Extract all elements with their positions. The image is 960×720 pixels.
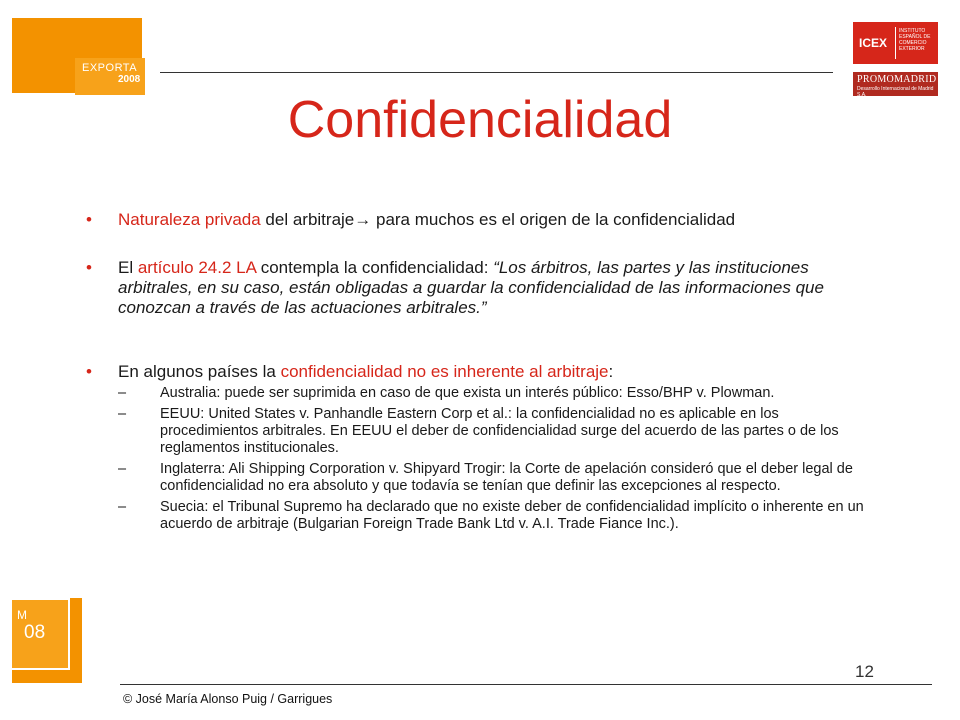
bullet-text: para muchos es el origen de la confidencialidad: [371, 210, 736, 229]
exporta-logo-text: EXPORTA: [82, 62, 138, 74]
promomadrid-logo-name: PROMOMADRID: [857, 74, 937, 85]
bullet-not-inherent: [86, 362, 876, 382]
highlight-text: confidencialidad no es inherente al arbitraje: [280, 362, 609, 381]
bullet-marker: •: [86, 362, 92, 381]
bullet-private-nature: [86, 210, 876, 230]
bullet-text: :: [608, 362, 614, 381]
bottom-divider: [120, 684, 932, 685]
sub-item-text: Inglaterra: Ali Shipping Corporation v. Shipyard Trogir: la Corte de apelación consideró que el deber legal de confidencialidad no era absoluto y que todavía se tenían que definir las excepciones al respecto.: [160, 461, 853, 494]
bullet-marker: •: [86, 210, 92, 229]
m08-logo-letter: M: [17, 608, 27, 622]
page-number: 12: [855, 662, 874, 681]
slide-body: [86, 210, 876, 533]
sub-item-text: Suecia: el Tribunal Supremo ha declarado que no existe deber de confidencialidad implícito o inherente en un acuerdo de arbitraje (Bulgarian Foreign Trade Bank Ltd v. A.I. Trade Fiance Inc.).: [160, 499, 864, 532]
exporta-logo-year: 2008: [118, 74, 141, 85]
icex-logo: [853, 22, 938, 64]
dash-marker: –: [118, 406, 127, 422]
slide-title: Confidencialidad: [287, 91, 673, 149]
m08-logo: [12, 598, 82, 683]
bullet-text: El: [118, 258, 138, 277]
bullet-text: contempla la confidencialidad:: [255, 258, 494, 277]
sub-item-text: Australia: puede ser suprimida en caso de que exista un interés público: Esso/BHP v. Plowman.: [160, 385, 775, 401]
footer-copyright: © José María Alonso Puig / Garrigues: [123, 692, 333, 706]
icex-logo-separator: [895, 27, 896, 59]
highlight-text: Naturaleza privada: [118, 210, 261, 229]
bullet-text: En algunos países la: [118, 362, 281, 381]
sub-item-suecia: [86, 499, 876, 533]
top-divider: [160, 72, 833, 73]
highlight-text: artículo 24.2 LA: [137, 258, 256, 277]
bullet-article-24-2: [86, 258, 876, 318]
promomadrid-logo-tagline: Desarrollo Internacional de Madrid S.A.: [857, 86, 934, 98]
dash-marker: –: [118, 385, 127, 401]
bullet-text: del arbitraje: [260, 210, 355, 229]
icex-logo-mark: ICEX: [859, 36, 888, 50]
bullet-marker: •: [86, 258, 92, 277]
icex-logo-subtitle: INSTITUTO ESPAÑOL DE COMERCIO EXTERIOR: [899, 28, 931, 52]
sub-item-text: EEUU: United States v. Panhandle Eastern Corp et al.: la confidencialidad no es aplicable en los procedimientos arbitrales. En EEUU el deber de confidencialidad surge del acuerdo de las partes o de los reglamentos institucionales.: [160, 406, 839, 456]
legal-quote: “Los árbitros, las partes y las instituciones arbitrales, en su caso, están obligadas a guardar la confidencialidad de las informaciones que conozcan a través de las actuaciones arbitrales.”: [118, 258, 824, 317]
exporta-2008-logo: [12, 18, 142, 93]
arrow-right-icon: →: [354, 210, 372, 229]
sub-item-australia: [86, 385, 876, 402]
dash-marker: –: [118, 461, 127, 477]
sub-item-inglaterra: [86, 461, 876, 495]
m08-logo-year: 08: [24, 622, 46, 643]
dash-marker: –: [118, 499, 127, 515]
sub-item-eeuu: [86, 406, 876, 457]
